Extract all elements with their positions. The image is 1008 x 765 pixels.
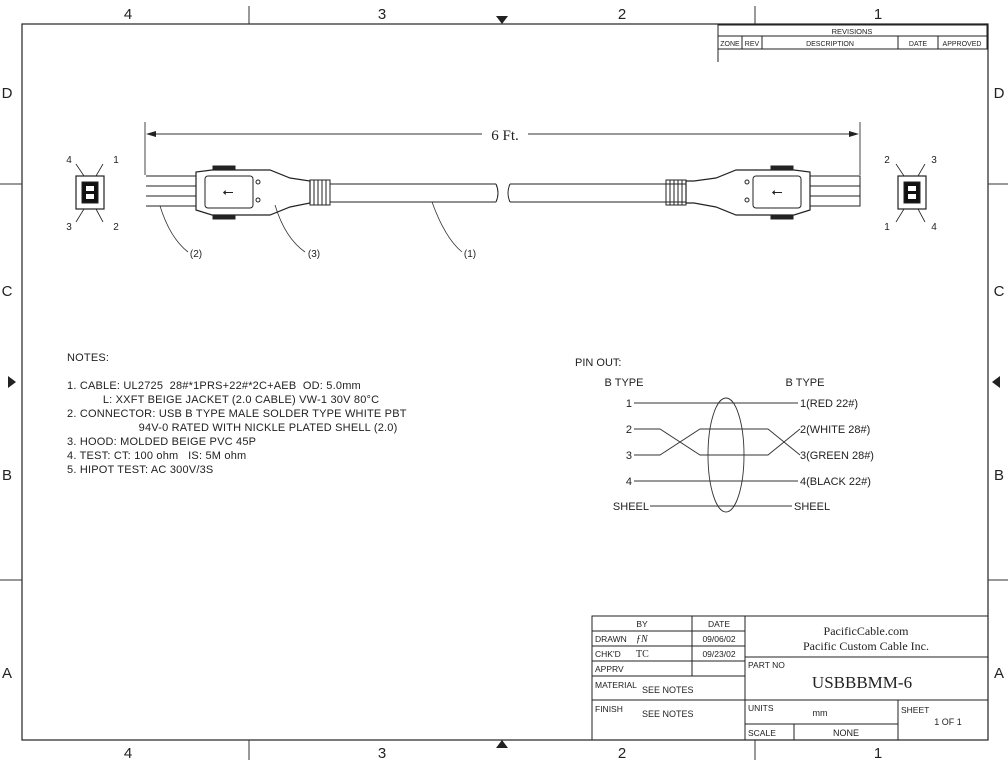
rev-col-description: DESCRIPTION bbox=[806, 41, 854, 48]
note-line-7: 5. HIPOT TEST: AC 300V/3S bbox=[67, 464, 214, 476]
zone-right-a: A bbox=[993, 665, 1005, 682]
right-pin-3: 3 bbox=[931, 155, 937, 166]
zone-right-c: C bbox=[993, 283, 1005, 300]
pinout-left-pin-1: 1 bbox=[625, 398, 632, 410]
note-line-6: 4. TEST: CT: 100 ohm IS: 5M ohm bbox=[67, 450, 247, 462]
left-pin-4: 4 bbox=[66, 155, 72, 166]
zone-top-3: 3 bbox=[377, 6, 387, 23]
tb-drawn-by: ƒN bbox=[636, 634, 648, 645]
rev-col-rev: REV bbox=[744, 41, 760, 48]
zone-top-1: 1 bbox=[873, 6, 883, 23]
right-end-view bbox=[896, 164, 926, 222]
rev-col-approved: APPROVED bbox=[942, 41, 982, 48]
callout-3: (3) bbox=[307, 249, 321, 260]
tb-scale-label: SCALE bbox=[748, 728, 776, 738]
zone-right-d: D bbox=[993, 85, 1005, 102]
zone-top-2: 2 bbox=[617, 6, 627, 23]
left-usb-b-connector bbox=[146, 166, 498, 219]
dimension-arrow-right bbox=[849, 131, 859, 137]
pinout-heading: PIN OUT: bbox=[575, 357, 622, 369]
center-mark-left bbox=[8, 376, 16, 388]
tb-company-name: Pacific Custom Cable Inc. bbox=[803, 639, 929, 653]
left-pin-3: 3 bbox=[66, 222, 72, 233]
dimension-arrow-left bbox=[146, 131, 156, 137]
note-line-3: 2. CONNECTOR: USB B TYPE MALE SOLDER TYPE WHITE PBT bbox=[67, 408, 407, 420]
tb-drawn-label: DRAWN bbox=[595, 634, 627, 644]
zone-top-4: 4 bbox=[123, 6, 133, 23]
left-pin-1: 1 bbox=[113, 155, 119, 166]
tb-sheet-value: 1 OF 1 bbox=[934, 717, 962, 727]
tb-by-header: BY bbox=[636, 619, 648, 629]
pinout-left-pin-3: 3 bbox=[625, 450, 632, 462]
left-pin-2: 2 bbox=[113, 222, 119, 233]
tb-chkd-by: TC bbox=[636, 649, 649, 660]
zone-bottom-2: 2 bbox=[617, 745, 627, 762]
tb-chkd-date: 09/23/02 bbox=[702, 649, 736, 659]
zone-left-d: D bbox=[1, 85, 13, 102]
pinout-right-pin-4: 4(BLACK 22#) bbox=[800, 476, 871, 488]
tb-units-value: mm bbox=[812, 708, 828, 718]
tb-material-value: SEE NOTES bbox=[642, 685, 694, 695]
zone-left-c: C bbox=[1, 283, 13, 300]
tb-part-no: USBBBMM-6 bbox=[811, 673, 913, 692]
tb-units-label: UNITS bbox=[748, 703, 774, 713]
tb-sheet-label: SHEET bbox=[901, 705, 930, 715]
zone-bottom-1: 1 bbox=[873, 745, 883, 762]
right-usb-b-connector bbox=[508, 166, 860, 219]
tb-chkd-label: CHK'D bbox=[595, 649, 621, 659]
rev-col-date: DATE bbox=[908, 41, 928, 48]
callout-1: (1) bbox=[463, 249, 477, 260]
center-mark-bottom bbox=[496, 740, 508, 748]
callout-2: (2) bbox=[189, 249, 203, 260]
pinout-left-pin-2: 2 bbox=[625, 424, 632, 436]
tb-company-web: PacificCable.com bbox=[823, 624, 909, 638]
tb-scale-value: NONE bbox=[832, 728, 860, 738]
note-line-1: 1. CABLE: UL2725 28#*1PRS+22#*2C+AEB OD: 5.0mm bbox=[67, 380, 361, 392]
pinout-left-pin-4: 4 bbox=[625, 476, 632, 488]
right-usb-icon: ⭠ bbox=[771, 183, 783, 199]
pinout-right-type: B TYPE bbox=[785, 377, 825, 389]
right-pin-1: 1 bbox=[884, 222, 890, 233]
cable-length-label: 6 Ft. bbox=[491, 128, 519, 144]
left-end-view bbox=[76, 164, 104, 222]
zone-left-a: A bbox=[1, 665, 13, 682]
left-usb-icon: ⭠ bbox=[222, 183, 234, 199]
tb-finish-value: SEE NOTES bbox=[642, 709, 694, 719]
title-block bbox=[592, 616, 988, 740]
tb-finish-label: FINISH bbox=[595, 704, 623, 714]
zone-bottom-4: 4 bbox=[123, 745, 133, 762]
revisions-title: REVISIONS bbox=[831, 27, 873, 36]
center-mark-right bbox=[992, 376, 1000, 388]
pinout-right-pin-2: 2(WHITE 28#) bbox=[800, 424, 871, 436]
zone-right-b: B bbox=[993, 467, 1005, 484]
zone-left-b: B bbox=[1, 467, 13, 484]
rev-col-zone: ZONE bbox=[720, 41, 740, 48]
note-line-4: 94V-0 RATED WITH NICKLE PLATED SHELL (2.0) bbox=[67, 422, 398, 434]
tb-material-label: MATERIAL bbox=[595, 680, 637, 690]
pinout-wiring bbox=[634, 398, 800, 512]
tb-drawn-date: 09/06/02 bbox=[702, 634, 736, 644]
pinout-left-shell: SHEEL bbox=[612, 501, 649, 513]
callout-leaders bbox=[160, 202, 462, 252]
note-line-2: L: XXFT BEIGE JACKET (2.0 CABLE) VW-1 30V 80°C bbox=[67, 394, 380, 406]
pinout-right-pin-1: 1(RED 22#) bbox=[800, 398, 859, 410]
note-line-5: 3. HOOD: MOLDED BEIGE PVC 45P bbox=[67, 436, 257, 448]
right-pin-2: 2 bbox=[884, 155, 890, 166]
notes-heading: NOTES: bbox=[67, 352, 110, 364]
tb-part-no-label: PART NO bbox=[748, 660, 785, 670]
pinout-right-shell: SHEEL bbox=[794, 501, 831, 513]
right-pin-4: 4 bbox=[931, 222, 937, 233]
pinout-left-type: B TYPE bbox=[604, 377, 644, 389]
center-mark-top bbox=[496, 16, 508, 24]
tb-date-header: DATE bbox=[707, 619, 731, 629]
zone-bottom-3: 3 bbox=[377, 745, 387, 762]
tb-apprv-label: APPRV bbox=[595, 664, 624, 674]
pinout-right-pin-3: 3(GREEN 28#) bbox=[800, 450, 874, 462]
